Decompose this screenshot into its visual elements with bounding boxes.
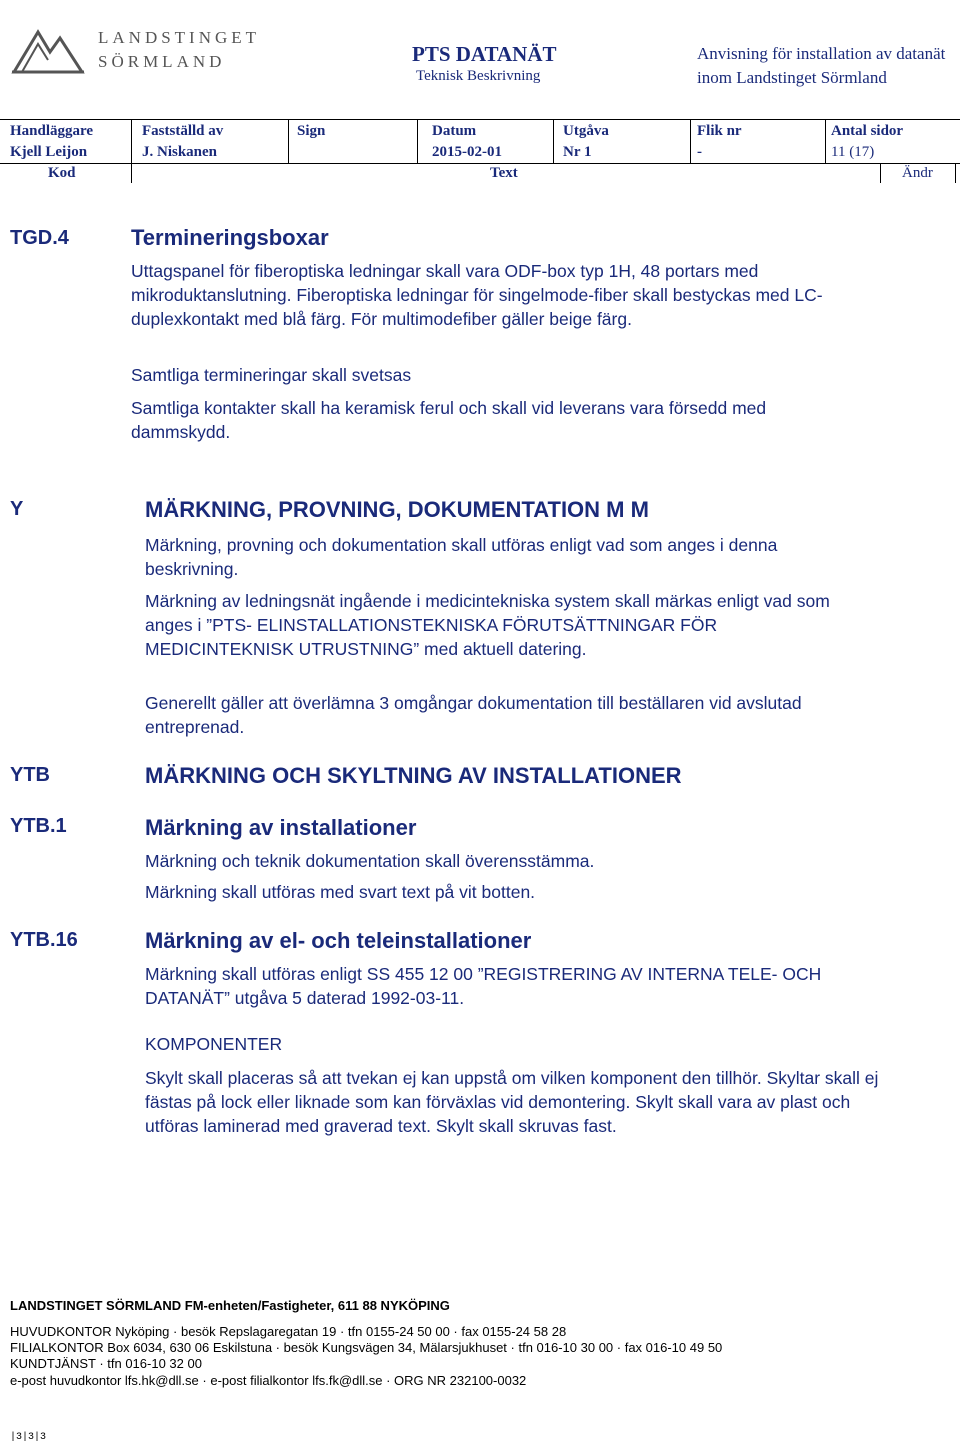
footer-line: HUVUDKONTOR Nyköping · besök Repslagaregatan 19 · tfn 0155-24 50 00 · fax 0155-24 58 28 xyxy=(10,1324,567,1339)
paragraph: Märkning skall utföras med svart text på vit botten. xyxy=(145,882,536,902)
flik-label: Flik nr xyxy=(697,123,742,139)
section-code: YTB.1 xyxy=(10,815,67,837)
footer-line: FILIALKONTOR Box 6034, 630 06 Eskilstuna · besök Kungsvägen 34, Mälarsjukhuset · tfn 016-10 30 00 · fax 016-10 49 50 xyxy=(10,1340,723,1355)
antal-sidor-label: Antal sidor xyxy=(831,123,904,139)
logo-emblem-icon xyxy=(8,22,88,78)
section-code: TGD.4 xyxy=(10,227,69,249)
paragraph: Samtliga termineringar skall svetsas xyxy=(131,365,412,385)
header-divider xyxy=(553,119,554,163)
column-andr: Ändr xyxy=(902,165,933,181)
paragraph: Märkning och teknik dokumentation skall överensstämma. xyxy=(145,851,595,871)
column-header-top-rule xyxy=(0,163,960,164)
section-heading: Märkning av el- och teleinstallationer xyxy=(145,928,532,953)
header-divider xyxy=(131,119,132,163)
footer-line: e-post huvudkontor lfs.hk@dll.se · e-post filialkontor lfs.fk@dll.se · ORG NR 232100-0032 xyxy=(10,1373,527,1388)
document-subtitle: Teknisk Beskrivning xyxy=(416,68,541,84)
column-kod: Kod xyxy=(48,165,76,181)
organization-logo xyxy=(8,22,278,82)
section-heading: MÄRKNING, PROVNING, DOKUMENTATION M M xyxy=(145,497,649,522)
section-code: YTB.16 xyxy=(10,929,78,951)
header-divider xyxy=(825,119,826,163)
paragraph: Generellt gäller att överlämna 3 omgångar dokumentation till beställaren vid avslutad entreprenad. xyxy=(145,693,802,737)
logo-text-line1: LANDSTINGET xyxy=(98,28,261,47)
header-divider xyxy=(690,119,691,163)
column-divider xyxy=(131,163,132,183)
footer-mark: |3|3|3 xyxy=(10,1432,47,1443)
footer-line: KUNDTJÄNST · tfn 016-10 32 00 xyxy=(10,1356,202,1371)
section-code: Y xyxy=(10,498,24,520)
paragraph: Märkning skall utföras enligt SS 455 12 00 ”REGISTRERING AV INTERNA TELE- OCH DATANÄT” utgåva 5 daterad 1992-03-11. xyxy=(145,964,822,1008)
paragraph: KOMPONENTER xyxy=(145,1034,283,1054)
document-title: PTS DATANÄT xyxy=(412,42,557,66)
handlaggare-label: Handläggare xyxy=(10,123,94,139)
section-heading: MÄRKNING OCH SKYLTNING AV INSTALLATIONER xyxy=(145,763,682,788)
handlaggare-value: Kjell Leijon xyxy=(10,144,88,160)
header-top-rule xyxy=(0,119,960,120)
column-divider xyxy=(955,163,956,183)
header-divider xyxy=(417,119,418,163)
paragraph: Märkning av ledningsnät ingående i medicintekniska system skall märkas enligt vad som anges i ”PTS- ELINSTALLATIONSTEKNISKA FÖRUTSÄTTNINGAR FÖR MEDICINTEKNISK UTRUSTNING” med aktuell datering. xyxy=(145,591,830,659)
antal-sidor-value: 11 (17) xyxy=(831,144,875,160)
datum-value: 2015-02-01 xyxy=(432,144,502,160)
utgava-label: Utgåva xyxy=(563,123,609,139)
footer-organization: LANDSTINGET SÖRMLAND FM-enheten/Fastigheter, 611 88 NYKÖPING xyxy=(10,1298,450,1313)
datum-label: Datum xyxy=(432,123,477,139)
logo-text-line2: SÖRMLAND xyxy=(98,52,226,71)
utgava-value: Nr 1 xyxy=(563,144,592,160)
faststalld-value: J. Niskanen xyxy=(142,144,218,160)
column-text: Text xyxy=(490,165,518,181)
flik-value: - xyxy=(697,144,702,160)
section-heading: Märkning av installationer xyxy=(145,815,417,840)
column-divider xyxy=(880,163,881,183)
paragraph: Märkning, provning och dokumentation skall utföras enligt vad som anges i denna beskrivning. xyxy=(145,535,778,579)
section-heading: Termineringsboxar xyxy=(131,225,329,250)
document-description: Anvisning för installation av datanät inom Landstinget Sörmland xyxy=(697,44,946,87)
paragraph: Uttagspanel för fiberoptiska ledningar skall vara ODF-box typ 1H, 48 portars med mikroduktanslutning. Fiberoptiska ledningar för singelmode-fiber skall bestyckas med LC-duplexkontakt med blå färg. För multimodefiber gäller beige färg. xyxy=(131,261,823,329)
header-divider xyxy=(288,119,289,163)
paragraph: Samtliga kontakter skall ha keramisk ferul och skall vid leverans vara försedd med dammskydd. xyxy=(131,398,767,442)
faststalld-label: Fastställd av xyxy=(142,123,224,139)
sign-label: Sign xyxy=(297,123,326,139)
section-code: YTB xyxy=(10,764,50,786)
paragraph: Skylt skall placeras så att tvekan ej kan uppstå om vilken komponent den tillhör. Skyltar skall ej fästas på lock eller liknade som kan förväxlas vid demontering. Skylt skall vara av plast och utföras laminerad med graverad text. Skylt skall skruvas fast. xyxy=(145,1068,879,1136)
